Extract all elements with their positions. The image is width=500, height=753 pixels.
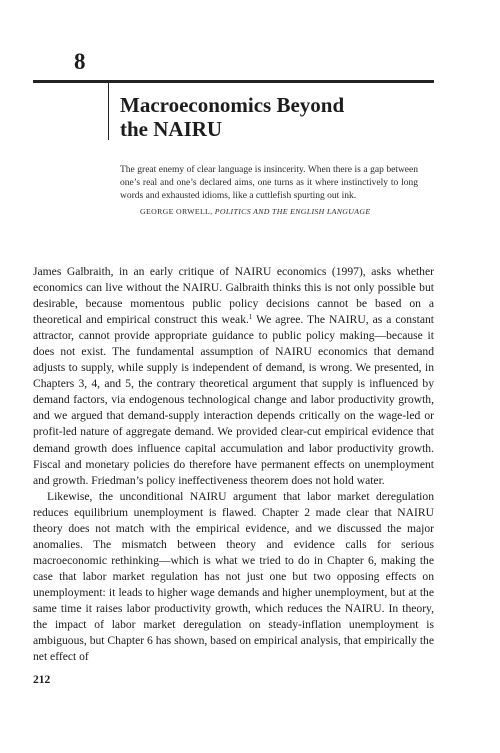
body-text [33, 264, 434, 665]
chapter-title-line-1: Macroeconomics Beyond [120, 93, 345, 117]
chapter-title-line-2: the NAIRU [120, 117, 223, 141]
paragraph-1-text-a: James Galbraith, in an early critique of NAIRU economics (1997), asks whether economics can live without the NAIRU. Galbraith thinks this is not only possible but desirable, because momentous public policy decisions cannot be based on a theoretical and empirical construct this weak. [33, 265, 434, 327]
paragraph-1 [33, 264, 434, 489]
chapter-rule [33, 80, 434, 83]
title-vertical-rule [108, 82, 109, 140]
epigraph-work-title: POLITICS AND THE ENGLISH LANGUAGE [214, 206, 371, 216]
epigraph-source [120, 206, 418, 219]
page-number: 212 [33, 674, 51, 686]
paragraph-1-text-b: We agree. The NAIRU, as a constant attractor, cannot provide appropriate guidance to public policy making—because it does not exist. The fundamental assumption of NAIRU economics that demand adjusts to supply, while supply is independent of demand, is wrong. We presented, in Chapters 3, 4, and 5, the contrary theoretical argument that supply is influenced by demand factors, via endogenous technological change and labor productivity growth, and we argued that demand-supply interaction depends critically on the wage-led or profit-led nature of aggregate demand. We provided clear-cut empirical evidence that demand growth does influence capital accumulation and labor productivity growth. Fiscal and monetary policies do therefore have permanent effects on unemployment and growth. Friedman’s policy ineffectiveness theorem does not hold water. [33, 313, 434, 487]
chapter-number: 8 [74, 49, 86, 74]
epigraph-quote: The great enemy of clear language is insincerity. When there is a gap between one’s real and one’s declared aims, one turns as it where instinctively to long words and exhausted idioms, like a cuttlefish spurting out ink. [120, 165, 418, 201]
epigraph [120, 164, 418, 219]
chapter-title [120, 93, 420, 141]
footnote-marker: 1 [248, 313, 253, 322]
paragraph-2: Likewise, the unconditional NAIRU argument that labor market deregulation reduces equilibrium unemployment is flawed. Chapter 2 made clear that NAIRU theory does not match with the empirical evidence, and we discussed the major anomalies. The mismatch between theory and evidence calls for serious macroeconomic rethinking—which is what we tried to do in Chapter 6, making the case that labor market regulation has not just one but two opposing effects on unemployment: it leads to higher wage demands and higher unemployment, but at the same time it raises labor productivity growth, which reduces the NAIRU. In theory, the impact of labor market deregulation on steady-inflation unemployment is ambiguous, but Chapter 6 has shown, based on empirical analysis, that empirically the net effect of [33, 489, 434, 664]
epigraph-author: GEORGE ORWELL, [140, 206, 213, 216]
